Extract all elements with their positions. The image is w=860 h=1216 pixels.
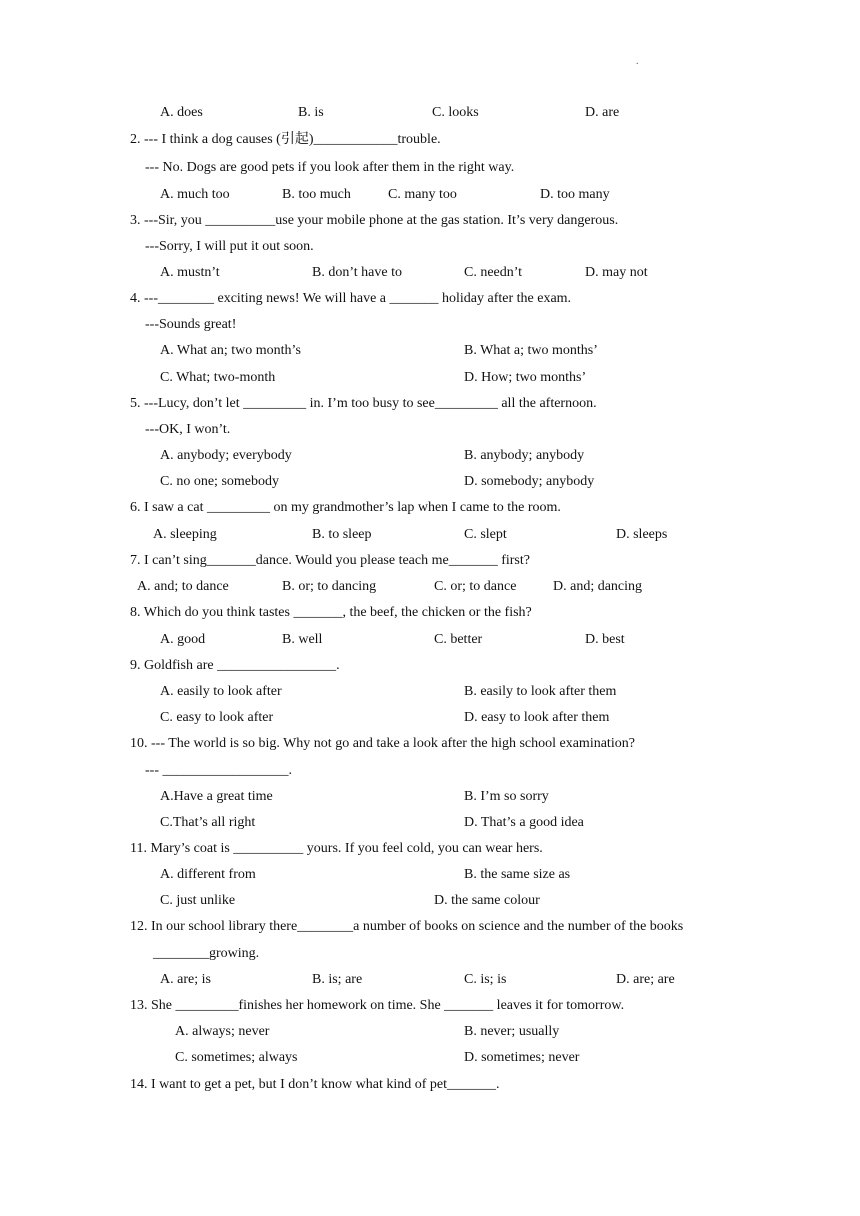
question-line: --- No. Dogs are good pets if you look after them in the right way.: [145, 160, 515, 175]
question-line: 10. --- The world is so big. Why not go and take a look after the high school examination?: [130, 736, 635, 751]
answer-option: C. slept: [464, 527, 507, 542]
question-line: ---OK, I won’t.: [145, 422, 231, 437]
answer-option: D. are; are: [616, 972, 675, 987]
answer-option: C. sometimes; always: [175, 1050, 298, 1065]
answer-option: D. best: [585, 632, 625, 647]
answer-option: C. is; is: [464, 972, 507, 987]
answer-option: D. That’s a good idea: [464, 815, 584, 830]
answer-option: B. anybody; anybody: [464, 448, 585, 463]
answer-option: C.That’s all right: [160, 815, 256, 830]
answer-option: A. different from: [160, 867, 256, 882]
answer-option: B. What a; two months’: [464, 343, 598, 358]
question-line: 5. ---Lucy, don’t let _________ in. I’m too busy to see_________ all the afternoon.: [130, 396, 597, 411]
answer-option: D. sleeps: [616, 527, 668, 542]
answer-option: D. are: [585, 105, 620, 120]
answer-option: A. does: [160, 105, 203, 120]
question-line: 9. Goldfish are _________________.: [130, 658, 340, 673]
answer-option: A.Have a great time: [160, 789, 273, 804]
answer-option: B. I’m so sorry: [464, 789, 549, 804]
answer-option: C. What; two-month: [160, 370, 276, 385]
answer-option: B. never; usually: [464, 1024, 560, 1039]
question-line: ---Sounds great!: [145, 317, 237, 332]
answer-option: B. well: [282, 632, 323, 647]
answer-option: A. are; is: [160, 972, 211, 987]
answer-option: D. too many: [540, 187, 610, 202]
answer-option: C. needn’t: [464, 265, 523, 280]
answer-option: D. easy to look after them: [464, 710, 610, 725]
answer-option: C. better: [434, 632, 483, 647]
header-mark: .: [636, 56, 639, 67]
answer-option: B. or; to dancing: [282, 579, 377, 594]
answer-option: D. and; dancing: [553, 579, 643, 594]
answer-option: A. What an; two month’s: [160, 343, 301, 358]
question-line: 6. I saw a cat _________ on my grandmother’s lap when I came to the room.: [130, 500, 561, 515]
question-line: 13. She _________finishes her homework on time. She _______ leaves it for tomorrow.: [130, 998, 625, 1013]
answer-option: B. is: [298, 105, 324, 120]
answer-option: C. no one; somebody: [160, 474, 279, 489]
question-line: 14. I want to get a pet, but I don’t know what kind of pet_______.: [130, 1077, 500, 1092]
answer-option: B. easily to look after them: [464, 684, 617, 699]
answer-option: B. the same size as: [464, 867, 571, 882]
answer-option: C. easy to look after: [160, 710, 274, 725]
answer-option: D. sometimes; never: [464, 1050, 580, 1065]
answer-option: B. to sleep: [312, 527, 372, 542]
answer-option: A. much too: [160, 187, 230, 202]
answer-option: A. good: [160, 632, 206, 647]
answer-option: A. easily to look after: [160, 684, 282, 699]
answer-option: A. sleeping: [153, 527, 217, 542]
answer-option: A. anybody; everybody: [160, 448, 292, 463]
answer-option: D. somebody; anybody: [464, 474, 595, 489]
answer-option: B. too much: [282, 187, 351, 202]
question-line: 2. --- I think a dog causes (引起)____________trouble.: [130, 132, 441, 147]
answer-option: C. looks: [432, 105, 479, 120]
answer-option: D. may not: [585, 265, 648, 280]
question-line: 4. ---________ exciting news! We will have a _______ holiday after the exam.: [130, 291, 572, 306]
answer-option: C. many too: [388, 187, 457, 202]
question-line: 3. ---Sir, you __________use your mobile phone at the gas station. It’s very dangerous.: [130, 213, 619, 228]
question-line: ---Sorry, I will put it out soon.: [145, 239, 314, 254]
answer-option: B. is; are: [312, 972, 363, 987]
question-line: 12. In our school library there________a number of books on science and the number of the books: [130, 919, 684, 934]
answer-option: A. mustn’t: [160, 265, 220, 280]
answer-option: B. don’t have to: [312, 265, 402, 280]
answer-option: A. and; to dance: [137, 579, 229, 594]
answer-option: C. just unlike: [160, 893, 236, 908]
question-line: --- __________________.: [145, 763, 292, 778]
question-line: 8. Which do you think tastes _______, the beef, the chicken or the fish?: [130, 605, 532, 620]
answer-option: C. or; to dance: [434, 579, 517, 594]
answer-option: D. How; two months’: [464, 370, 587, 385]
question-line: 7. I can’t sing_______dance. Would you please teach me_______ first?: [130, 553, 530, 568]
answer-option: D. the same colour: [434, 893, 540, 908]
answer-option: A. always; never: [175, 1024, 270, 1039]
question-line: ________growing.: [153, 946, 260, 961]
question-line: 11. Mary’s coat is __________ yours. If you feel cold, you can wear hers.: [130, 841, 543, 856]
